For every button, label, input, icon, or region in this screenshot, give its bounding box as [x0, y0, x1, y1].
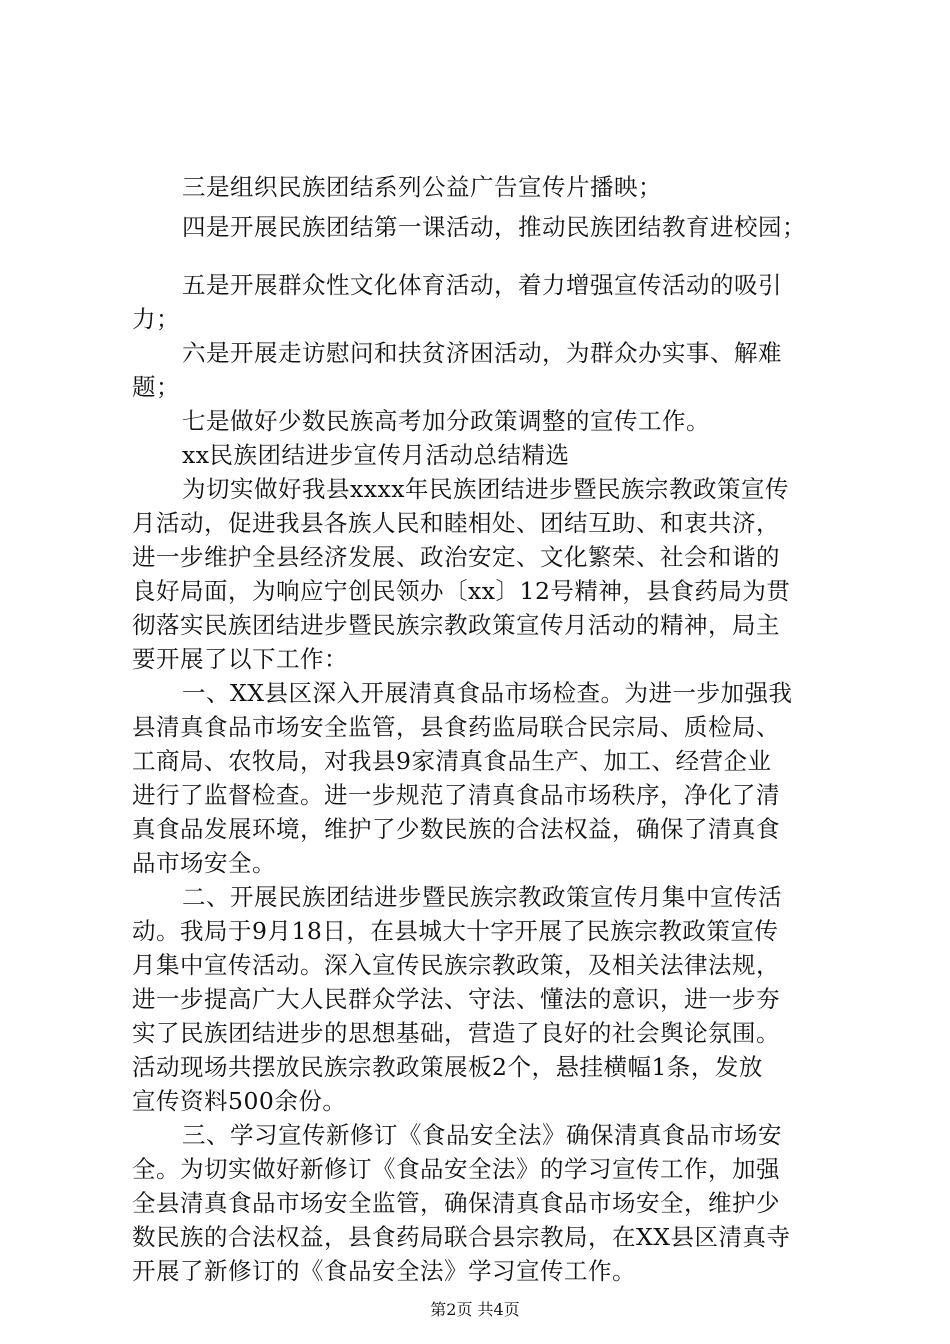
- text-line: 三、学习宣传新修订《食品安全法》确保清真食品市场安: [182, 1121, 782, 1149]
- text-line: 为切实做好我县xxxx年民族团结进步暨民族宗教政策宣传: [182, 475, 790, 503]
- text-line: 真食品发展环境，维护了少数民族的合法权益，确保了清真食: [132, 815, 780, 843]
- text-line: 进一步提高广大人民群众学法、守法、懂法的意识，进一步夯: [132, 985, 780, 1013]
- text-line: 实了民族团结进步的思想基础，营造了良好的社会舆论氛围。: [132, 1019, 780, 1047]
- text-line: 五是开展群众性文化体育活动，着力增强宣传活动的吸引: [182, 271, 782, 299]
- text-line: 品市场安全。: [132, 849, 276, 877]
- text-line: 宣传资料500余份。: [132, 1087, 347, 1115]
- text-line: 月集中宣传活动。深入宣传民族宗教政策，及相关法律法规，: [132, 951, 780, 979]
- text-line: 数民族的合法权益，县食药局联合县宗教局，在XX县区清真寺: [132, 1223, 791, 1251]
- page-number-footer: 第2页 共4页: [430, 1300, 520, 1319]
- text-line: 七是做好少数民族高考加分政策调整的宣传工作。: [182, 407, 710, 435]
- text-line: 三是组织民族团结系列公益广告宣传片播映；: [182, 173, 662, 201]
- text-line: 动。我局于9月18日，在县城大十字开展了民族宗教政策宣传: [132, 917, 779, 945]
- text-line: 题；: [132, 373, 180, 401]
- text-line: 良好局面，为响应宁创民领办〔xx〕12号精神，县食药局为贯: [132, 577, 791, 605]
- text-line: 工商局、农牧局，对我县9家清真食品生产、加工、经营企业: [132, 747, 772, 775]
- text-line: 开展了新修订的《食品安全法》学习宣传工作。: [132, 1257, 636, 1285]
- text-line: 四是开展民族团结第一课活动，推动民族团结教育进校园；: [182, 213, 806, 241]
- text-line: 进一步维护全县经济发展、政治安定、文化繁荣、社会和谐的: [132, 543, 780, 571]
- text-line: 六是开展走访慰问和扶贫济困活动，为群众办实事、解难: [182, 339, 782, 367]
- text-line: 活动现场共摆放民族宗教政策展板2个，悬挂横幅1条，发放: [132, 1053, 763, 1081]
- text-line: 县清真食品市场安全监管，县食药监局联合民宗局、质检局、: [132, 713, 780, 741]
- text-line: 进行了监督检查。进一步规范了清真食品市场秩序，净化了清: [132, 781, 780, 809]
- text-line: 全。为切实做好新修订《食品安全法》的学习宣传工作，加强: [132, 1155, 780, 1183]
- section-heading: xx民族团结进步宣传月活动总结精选: [182, 441, 570, 469]
- text-line: 月活动，促进我县各族人民和睦相处、团结互助、和衷共济，: [132, 509, 780, 537]
- text-line: 一、XX县区深入开展清真食品市场检查。为进一步加强我: [182, 679, 793, 707]
- text-line: 要开展了以下工作：: [132, 645, 348, 673]
- text-line: 力；: [132, 305, 180, 333]
- text-line: 全县清真食品市场安全监管，确保清真食品市场安全，维护少: [132, 1189, 780, 1217]
- text-line: 彻落实民族团结进步暨民族宗教政策宣传月活动的精神，局主: [132, 611, 780, 639]
- text-line: 二、开展民族团结进步暨民族宗教政策宣传月集中宣传活: [182, 883, 782, 911]
